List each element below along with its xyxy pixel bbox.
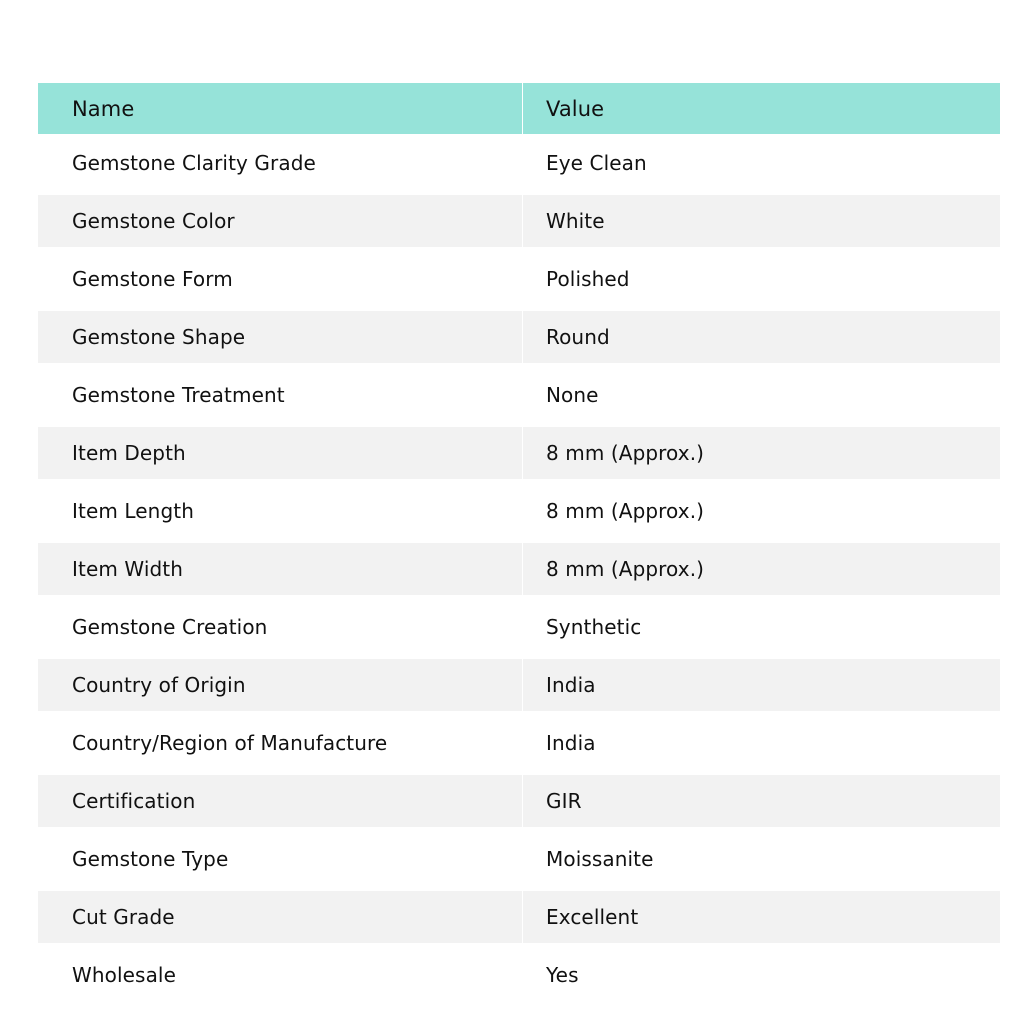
row-value: 8 mm (Approx.) xyxy=(546,557,705,581)
spec-table xyxy=(38,83,1000,1004)
row-name: Gemstone Type xyxy=(38,830,523,888)
table-row xyxy=(38,250,1000,308)
table-row xyxy=(38,775,1000,827)
table-row xyxy=(38,195,1000,247)
row-name: Gemstone Creation xyxy=(38,598,523,656)
table-row xyxy=(38,482,1000,540)
table-header xyxy=(38,83,1000,134)
row-value: Eye Clean xyxy=(546,151,647,175)
row-name: Gemstone Treatment xyxy=(38,366,523,424)
row-value: None xyxy=(546,383,599,407)
row-value: White xyxy=(546,209,605,233)
row-name: Gemstone Shape xyxy=(38,311,523,363)
table-row xyxy=(38,598,1000,656)
row-name: Item Width xyxy=(38,543,523,595)
row-name: Cut Grade xyxy=(38,891,523,943)
table-row xyxy=(38,543,1000,595)
table-row xyxy=(38,427,1000,479)
table-row xyxy=(38,830,1000,888)
row-value: 8 mm (Approx.) xyxy=(546,441,705,465)
row-name: Item Depth xyxy=(38,427,523,479)
row-value: Moissanite xyxy=(546,847,654,871)
row-value: Synthetic xyxy=(546,615,642,639)
header-name: Name xyxy=(38,83,523,134)
header-value: Value xyxy=(546,96,605,121)
table-row xyxy=(38,891,1000,943)
row-value: GIR xyxy=(546,789,582,813)
table-row xyxy=(38,946,1000,1004)
row-name: Gemstone Clarity Grade xyxy=(38,134,523,192)
table-row xyxy=(38,659,1000,711)
row-value: Polished xyxy=(546,267,630,291)
row-value: 8 mm (Approx.) xyxy=(546,499,705,523)
row-value: Excellent xyxy=(546,905,639,929)
row-name: Country of Origin xyxy=(38,659,523,711)
row-name: Country/Region of Manufacture xyxy=(38,714,523,772)
row-name: Certification xyxy=(38,775,523,827)
row-name: Item Length xyxy=(38,482,523,540)
table-row xyxy=(38,311,1000,363)
row-name: Gemstone Form xyxy=(38,250,523,308)
table-row xyxy=(38,134,1000,192)
table-row xyxy=(38,366,1000,424)
row-value: India xyxy=(546,673,596,697)
table-row xyxy=(38,714,1000,772)
row-value: Yes xyxy=(546,963,579,987)
row-value: India xyxy=(546,731,596,755)
row-value: Round xyxy=(546,325,610,349)
row-name: Gemstone Color xyxy=(38,195,523,247)
row-name: Wholesale xyxy=(38,946,523,1004)
